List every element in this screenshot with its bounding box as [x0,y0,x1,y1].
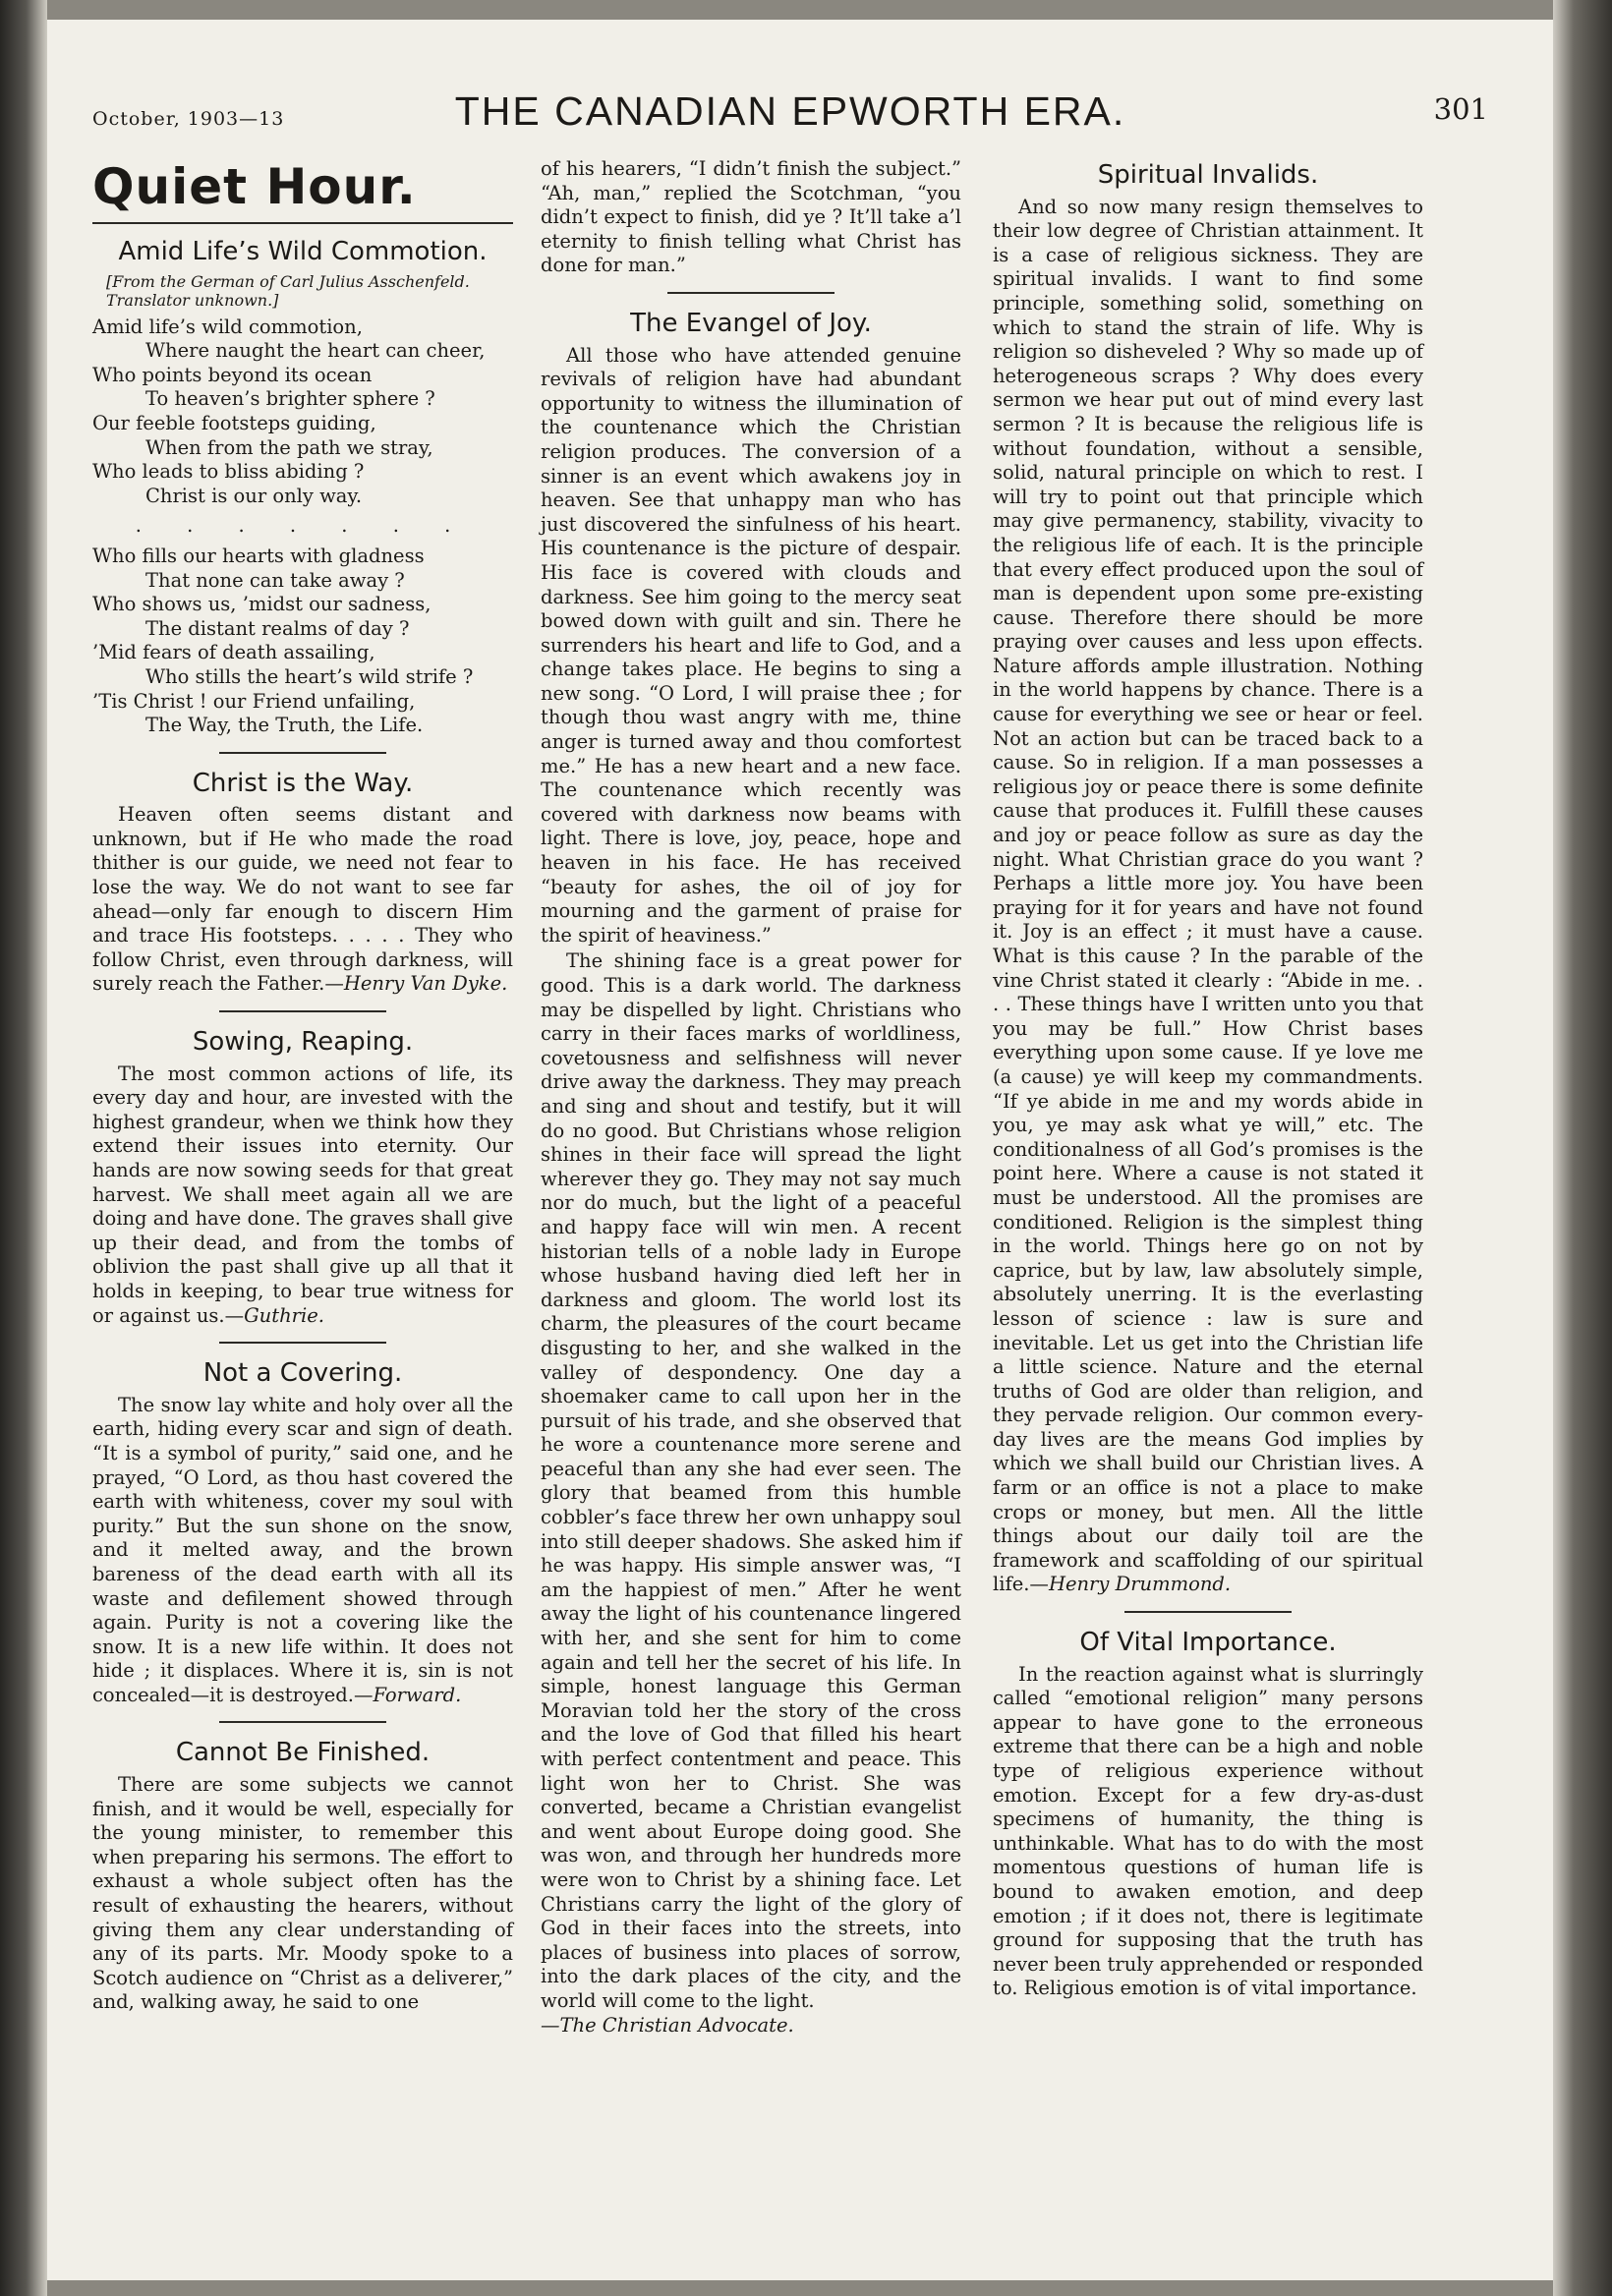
article-text: Heaven often seems distant and unknown, but if He who made the road thither is our guide, we need not fear to lose the way. We do not want to see far ahead—only far enough to discern Him and trace His footsteps. . . . . They who follow Christ, even through darkness, will surely reach the Father.— [92,803,513,996]
page-header [92,81,1488,149]
section-divider [219,752,386,754]
section-title-christ-way: Christ is the Way. [192,768,414,798]
poem-line: The distant realms of day ? [145,616,410,640]
poem-line: The Way, the Truth, the Life. [145,714,424,737]
poem-line: Who points beyond its ocean [92,363,373,386]
poem-line: Amid life’s wild commotion, [92,315,363,338]
article-author: —The Christian Advocate. [541,2013,794,2037]
heading-rule [92,222,513,224]
section-divider [1124,1611,1292,1613]
article-author: Guthrie. [244,1303,324,1327]
article-continuation: of his hearers, “I didn’t finish the subject.” “Ah, man,” replied the Scotchman, “you didn’t expect to finish, did ye ? It’ll take a’l eternity to finish telling what Christ has done for man.” [541,157,961,277]
article-paragraph: The shining face is a great power for good. This is a dark world. The darkness may be dispelled by light. Christians who carry in their faces marks of worldliness, covetousness and selfishness will never drive away the darkness. They may preach and sing and shout and testify, but it will do no good. But Christians whose religion shines in their face will spread the light wherever they go. They may not say much nor do much, but the light of a peaceful and happy face will win men. A recent historian tells of a noble lady in Europe whose husband having died left her in darkness and gloom. The world lost its charm, the pleasures of the court became disgusting to her, and she walked in the valley of despondency. One day a shoemaker came to call upon her in the pursuit of his trade, and she observed that he wore a countenance more serene and peaceful than any she had ever seen. The glory that beamed from this humble cobbler’s face threw her own unhappy soul into still deeper shadows. She asked him if he was happy. His simple answer was, “I am the happiest of men.” After he went away the light of his countenance lingered with her, and she sent for him to come again and tell her the secret of his life. In simple, honest language this German Moravian told her the story of the cross and the love of God that filled his heart with perfect contentment and peace. This light won her to Christ. She was converted, became a Christian evangelist and went about Europe doing good. She was won, and through her hundreds more were won to Christ by a shining face. Let Christians carry the light of the glory of God in their faces into the streets, into places of business into places of sorrow, into the dark places of the city, and the world will come to the light. [541,949,961,2012]
article-author: Henry Drummond. [1048,1573,1232,1596]
poem-source-note: [From the German of Carl Julius Asschenfeld. Translator unknown.] [106,271,470,310]
section-divider [219,1721,386,1723]
poem-line: Our feeble footsteps guiding, [92,411,376,434]
article-text: And so now many resign themselves to their low degree of Christian attainment. It is a case of religious sickness. They are spiritual invalids. I want to find some principle, something solid, something on which to stand the strain of life. Why is religion so disheveled ? Why so made up of heterogeneous scraps ? Why does every sermon we hear put out of mind every last sermon ? It is because the religious life is without foundation, without a sensible, solid, natural principle on which to rest. I will try to point out that principle which may give permanency, stability, vivacity to the religious life of each. It is the principle that every effect produced upon the soul of man is dependent upon some pre-existing cause. Therefore there should be more praying over causes and less upon effects. Nature affords ample illustration. Nothing in the world happens by chance. There is a cause for everything we see or hear or feel. Not an action but can be traced back to a cause. So in religion. If a man possesses a religious joy or peace there is some definite cause that produces it. Fulfill these causes and joy or peace follow as sure as day the night. What Christian grace do you want ? Perhaps a little more joy. You have been praying for it for years and have not found it. Joy is an effect ; it must have a cause. What is this cause ? In the parable of the vine Christ stated it clearly : “Abide in me. . . . These things have I written unto you that you may be full.” How Christ bases everything upon some cause. If ye love me (a cause) ye will keep my commandments. “If ye abide in me and my words abide in you, ye may ask what ye will,” etc. The conditionalness of all God’s promises is the point here. Where a cause is not stated it must be understood. All the promises are conditioned. Religion is the simplest thing in the world. Things here go on not by caprice, but by law, law absolutely simple, absolutely unerring. It is the everlasting lesson of science : law is sure and inevitable. Let us get into the Christian life a little science. Nature and the eternal truths of God are older than religion, and they pervade religion. Our common every-day lives are the means God implies by which we shall build our Christian lives. A farm or an office is not a place to make crops or money, but men. All the little things about our daily toil are the framework and scaffolding of our spiritual life.— [993,195,1423,1596]
section-title-covering: Not a Covering. [202,1358,403,1389]
magazine-title: THE CANADIAN EPWORTH ERA. [454,88,1126,134]
article-paragraph: All those who have attended genuine revivals of religion have had abundant opportunity to witness the illumination of the countenance which the Christian religion produces. The conversion of a sinner is an event which awakens joy in heaven. See that unhappy man who has just discovered the sinfulness of his heart. His countenance is the picture of despair. His face is covered with clouds and darkness. See him going to the mercy seat bowed down with guilt and sin. There he surrenders his heart and life to God, and a change takes place. He begins to sing a new song. “O Lord, I will praise thee ; for though thou wast angry with me, thine anger is turned away and thou comfortest me.” He has a new heart and a new face. The countenance which recently was covered with darkness now beams with light. There is love, joy, peace, hope and heaven in his face. He has received “beauty for ashes, the oil of joy for mourning and the garment of praise for the spirit of heaviness.” [541,343,961,947]
page-number: 301 [1433,92,1488,126]
article-text: The snow lay white and holy over all the earth, hiding every scar and sign of death. “It is a symbol of purity,” said one, and he prayed, “O Lord, as thou hast covered the earth with whiteness, cover my soul with purity.” But the sun shone on the snow, and it melted away, and the brown bareness of the dead earth with all its waste and defilement showed through again. Purity is not a covering like the snow. It is a new life within. It does not hide ; it displaces. Where it is, sin is not concealed—it is destroyed.— [92,1393,513,1706]
poem-line: When from the path we stray, [145,435,433,459]
poem-line: Who leads to bliss abiding ? [92,460,365,484]
quiet-hour-heading: Quiet Hour. [92,158,417,215]
article-text: The most common actions of life, its every day and hour, are invested with the highest grandeur, when we think how they extend their issues into eternity. Our hands are now sowing seeds for that great harvest. We shall meet again all we are doing and have done. The graves shall give up their dead, and from the tombs of oblivion the past shall give up all that it holds in keeping, to bear true witness for or against us.— [92,1062,513,1327]
poem-ellipsis: . . . . . . . [135,514,471,538]
book-binding-edge [0,0,47,2296]
poem-line: Who fills our hearts with gladness [92,544,425,567]
article-paragraph: In the reaction against what is slurringly called “emotional religion” many persons appear to have gone to the erroneous extreme that there can be a high and noble type of religious experience without emotion. Except for a few dry-as-dust specimens of humanity, the thing is unthinkable. What has to do with the most momentous questions of human life is bound to awaken emotion, and deep emotion ; if it does not, there is legitimate ground for supposing that the truth has never been truly apprehended or responded to. Religious emotion is of vital importance. [993,1662,1423,2000]
issue-date: October, 1903—13 [92,108,285,130]
poem-stanza-2 [92,545,513,738]
poem-line: ’Mid fears of death assailing, [92,641,375,664]
article-paragraph: There are some subjects we cannot finish, and it would be well, especially for the young minister, to remember this when preparing his sermons. The effort to exhaust a whole subject often has the result of exhausting the hearers, without giving them any clear understanding of any of its parts. Mr. Moody spoke to a Scotch audience on “Christ as a deliverer,” and, walking away, he said to one [92,1773,513,2014]
section-title-amid: Amid Life’s Wild Commotion. [118,237,488,266]
page-stack-edge [1553,0,1612,2296]
article-author: Forward. [373,1683,462,1706]
poem-line: That none can take away ? [145,568,405,592]
article-author: Henry Van Dyke. [343,972,508,996]
poem-line: Who shows us, ’midst our sadness, [92,593,432,616]
poem [92,316,513,738]
section-title-evangel: The Evangel of Joy. [630,308,872,338]
poem-stanza-1 [92,316,513,509]
poem-line: Where naught the heart can cheer, [145,339,486,363]
poem-line: Who stills the heart’s wild strife ? [145,664,474,688]
poem-line: ’Tis Christ ! our Friend unfailing, [92,689,416,713]
article-paragraph [92,803,513,997]
column-2 [541,157,961,2038]
column-1 [92,157,513,2015]
section-title-invalids: Spiritual Invalids. [1097,160,1319,190]
article-paragraph [92,1062,513,1329]
section-title-finished: Cannot Be Finished. [175,1738,431,1768]
magazine-page [47,20,1553,2280]
poem-line: Christ is our only way. [145,484,363,507]
article-paragraph [993,196,1423,1597]
section-divider [667,292,835,294]
article-paragraph [92,1394,513,1708]
section-title-vital: Of Vital Importance. [1079,1628,1337,1658]
poem-line: To heaven’s brighter sphere ? [145,387,435,411]
section-divider [219,1010,386,1012]
section-divider [219,1342,386,1344]
column-3 [993,157,1423,2001]
section-title-sowing: Sowing, Reaping. [192,1027,414,1058]
